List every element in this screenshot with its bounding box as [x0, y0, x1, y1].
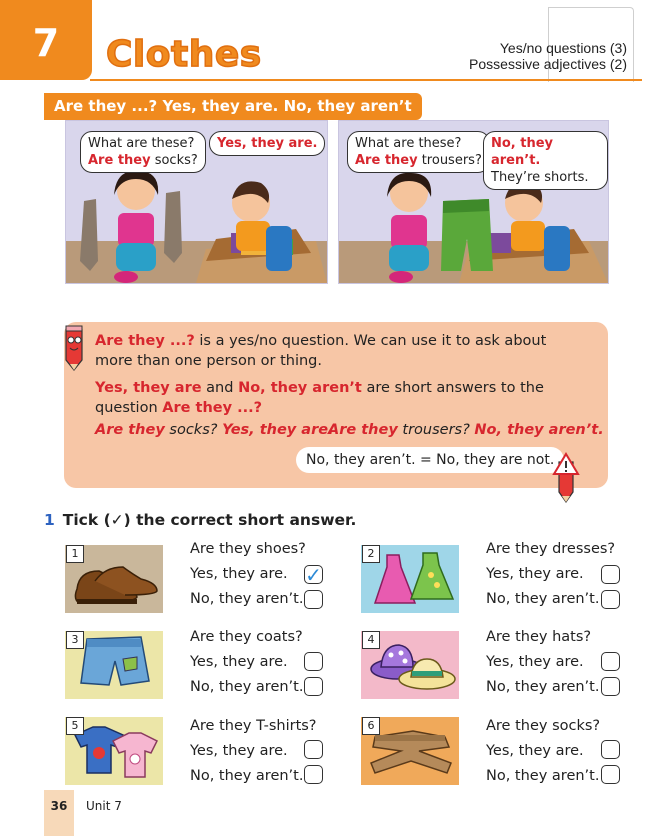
grammar-keyword: Are they	[328, 422, 398, 438]
answer-yes-label: Yes, they are.	[190, 743, 288, 759]
topic-item: Yes/no questions (3)	[499, 40, 627, 56]
grammar-text: and	[201, 380, 239, 396]
answer-no-label: No, they aren’t.	[190, 679, 304, 695]
grammar-line-1	[95, 331, 546, 351]
item-number: 1	[66, 545, 84, 563]
answer-yes-checkbox[interactable]	[304, 652, 323, 671]
grammar-keyword: Yes, they are	[95, 380, 202, 396]
answer-no-label: No, they aren’t.	[486, 591, 600, 607]
grammar-text: are short answers to the	[361, 380, 544, 396]
speech-bubble-question	[80, 131, 206, 173]
topic-item: Possessive adjectives (2)	[469, 56, 627, 72]
speech-bubble-answer	[209, 131, 325, 156]
page-number: 36	[50, 799, 68, 813]
grammar-keyword: Yes, they are.	[222, 422, 334, 438]
item-question: Are they T-shirts?	[190, 718, 317, 734]
comic-panel-socks	[65, 120, 328, 284]
item-number: 3	[66, 631, 84, 649]
answer-no-checkbox[interactable]	[304, 590, 323, 609]
grammar-text: socks?	[164, 422, 223, 438]
header-rule	[90, 79, 642, 81]
answer-no-checkbox[interactable]	[304, 677, 323, 696]
answer-yes-label: Yes, they are.	[486, 566, 584, 582]
grammar-keyword: Are they ...?	[162, 400, 263, 416]
answer-no-checkbox[interactable]	[601, 765, 620, 784]
bubble-text-red: Are they	[88, 153, 151, 168]
speech-bubble-answer	[483, 131, 608, 190]
bubble-text-red: No, they aren’t.	[491, 136, 554, 168]
answer-no-label: No, they aren’t.	[190, 768, 304, 784]
pencil-mascot-icon	[56, 322, 92, 376]
answer-yes-label: Yes, they are.	[190, 566, 288, 582]
answer-yes-checkbox[interactable]	[601, 652, 620, 671]
answer-no-label: No, they aren’t.	[190, 591, 304, 607]
bubble-text: What are these?	[355, 136, 462, 151]
answer-no-checkbox[interactable]	[601, 590, 620, 609]
item-number: 6	[362, 717, 380, 735]
answer-no-label: No, they aren’t.	[486, 768, 600, 784]
answer-yes-label: Yes, they are.	[486, 743, 584, 759]
exercise-instruction: Tick (✓) the correct short answer.	[62, 511, 357, 529]
bubble-text-line	[88, 152, 198, 169]
grammar-line-2: more than one person or thing.	[95, 353, 322, 369]
answer-yes-checkbox[interactable]	[304, 740, 323, 759]
item-question: Are they dresses?	[486, 541, 616, 557]
bubble-text-red: Are they	[355, 153, 418, 168]
grammar-line-3	[95, 378, 544, 398]
bubble-text: What are these?	[88, 136, 195, 151]
grammar-label: Are they ...? Yes, they are. No, they aren’t	[44, 93, 422, 120]
speech-bubble-question	[347, 131, 490, 173]
item-question: Are they coats?	[190, 629, 303, 645]
grammar-example-1	[95, 420, 334, 440]
bubble-text: socks?	[150, 153, 198, 168]
comic-panel-trousers	[338, 120, 609, 284]
unit-number: 7	[32, 21, 60, 65]
answer-no-label: No, they aren’t.	[486, 679, 600, 695]
contraction-note: No, they aren’t. = No, they are not.	[296, 447, 564, 473]
bubble-text: trousers?	[417, 153, 482, 168]
answer-no-checkbox[interactable]	[304, 765, 323, 784]
item-question: Are they hats?	[486, 629, 592, 645]
answer-yes-label: Yes, they are.	[190, 654, 288, 670]
grammar-text: trousers?	[397, 422, 475, 438]
grammar-keyword: Are they ...?	[95, 333, 195, 349]
warning-pencil-icon	[548, 452, 584, 508]
topics-list	[469, 40, 627, 72]
exercise-heading	[44, 511, 356, 529]
item-number: 5	[66, 717, 84, 735]
grammar-text: is a yes/no question. We can use it to ask about	[194, 333, 547, 349]
item-question: Are they shoes?	[190, 541, 306, 557]
grammar-line-4	[95, 398, 262, 418]
item-number: 2	[362, 545, 380, 563]
footer-bar	[44, 790, 74, 836]
item-question: Are they socks?	[486, 718, 601, 734]
item-number: 4	[362, 631, 380, 649]
answer-no-checkbox[interactable]	[601, 677, 620, 696]
exercise-number: 1	[44, 511, 55, 529]
footer-unit-label: Unit 7	[86, 799, 122, 813]
answer-yes-checkbox[interactable]	[601, 740, 620, 759]
grammar-keyword: No, they aren’t.	[474, 422, 604, 438]
grammar-keyword: No, they aren’t	[238, 380, 362, 396]
grammar-keyword: Are they	[95, 422, 165, 438]
answer-yes-label: Yes, they are.	[486, 654, 584, 670]
answer-yes-checkbox[interactable]	[601, 565, 620, 584]
answer-yes-checkbox[interactable]	[304, 563, 323, 587]
bubble-text: They’re shorts.	[491, 170, 589, 185]
bubble-text-red: Yes, they are.	[217, 136, 318, 151]
tick-mark: ✓	[305, 563, 322, 587]
grammar-text: question	[95, 400, 163, 416]
grammar-example-2	[328, 420, 604, 440]
page-title: Clothes	[106, 34, 262, 75]
bubble-text-line	[355, 152, 482, 169]
